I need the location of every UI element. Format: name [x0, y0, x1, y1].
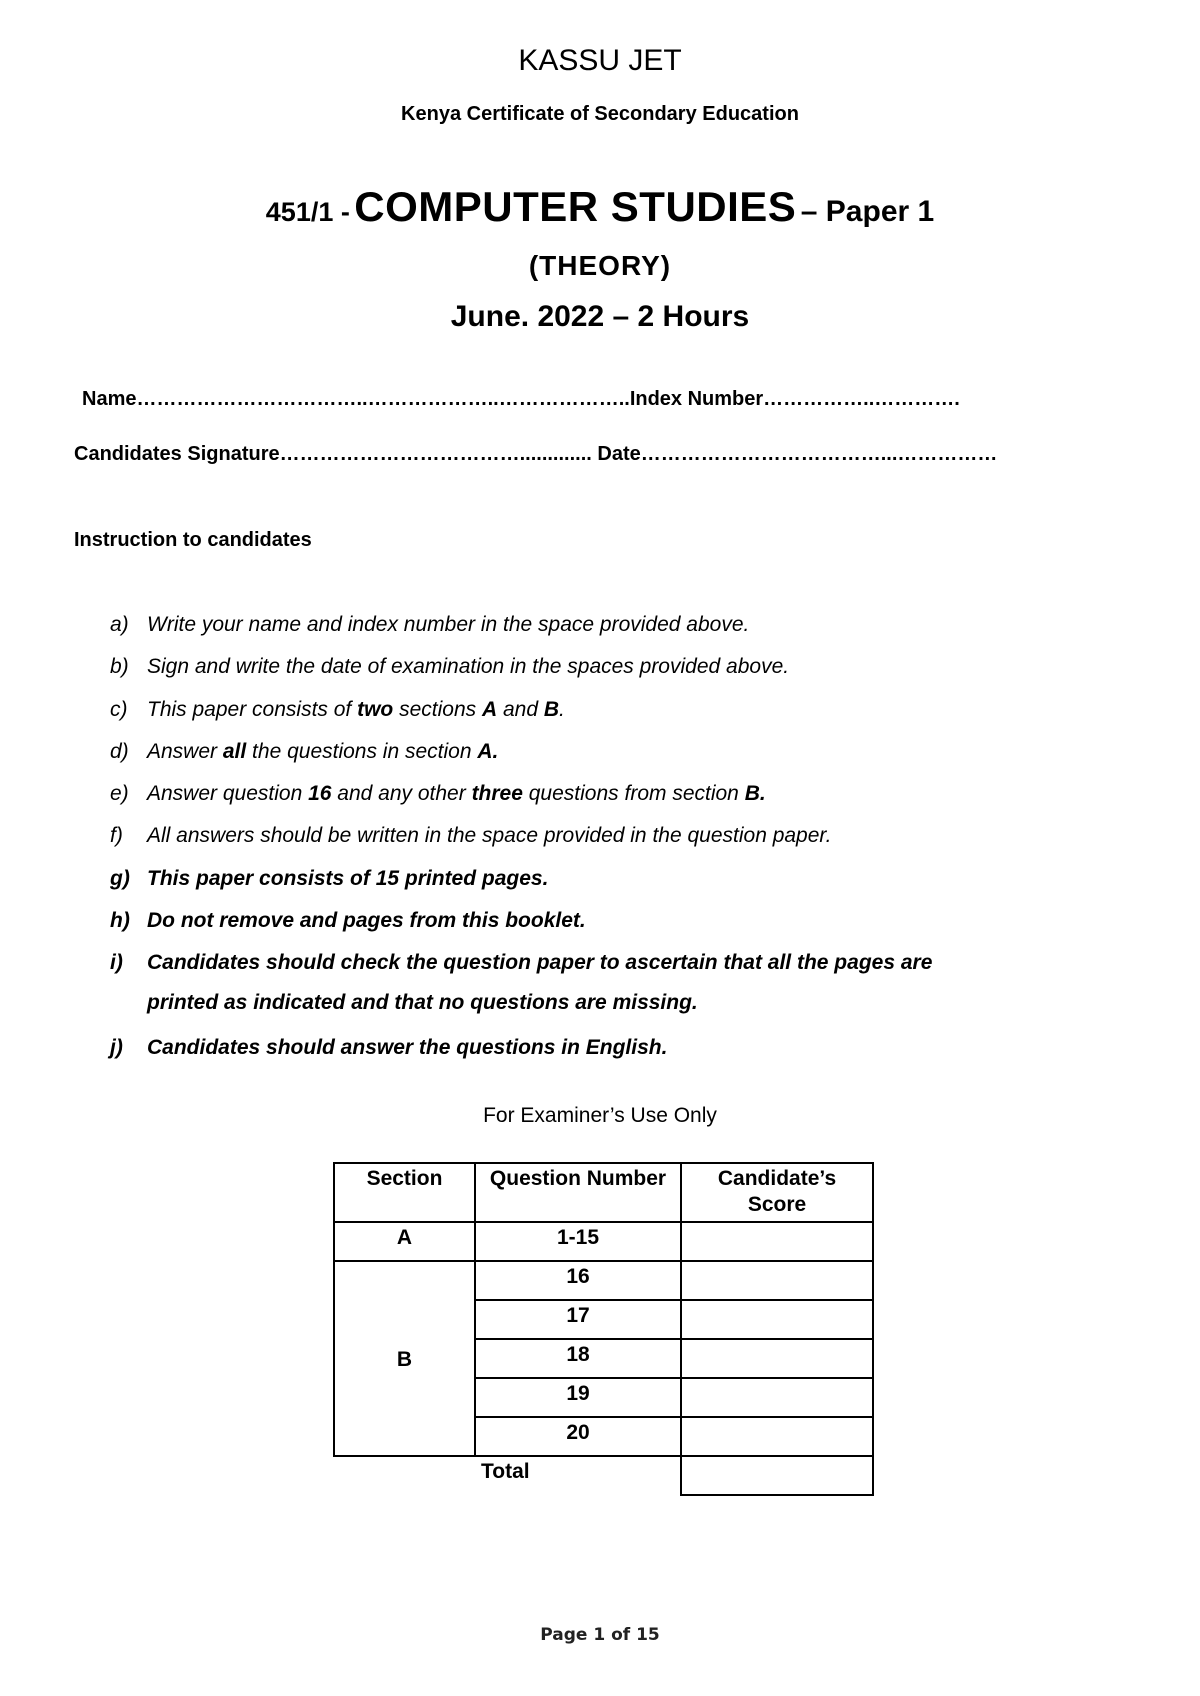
- question-cell: 19: [475, 1378, 681, 1417]
- score-cell[interactable]: [681, 1339, 873, 1378]
- instruction-item: [110, 948, 932, 1033]
- item-emphasis: all: [222, 739, 247, 763]
- score-cell[interactable]: [681, 1222, 873, 1261]
- item-emphasis: 16: [308, 782, 332, 806]
- item-text: and any other: [331, 782, 472, 806]
- paper-title: [0, 183, 1200, 231]
- item-marker: c): [110, 697, 128, 721]
- item-marker: j): [110, 1035, 123, 1059]
- instruction-item: [110, 737, 932, 779]
- instruction-item: [110, 906, 932, 948]
- item-text: Answer: [147, 739, 223, 763]
- empty-cell: [334, 1456, 475, 1495]
- score-cell[interactable]: [681, 1378, 873, 1417]
- exam-session: June. 2022 – 2 Hours: [450, 300, 750, 333]
- item-marker: e): [110, 782, 129, 806]
- item-text: and: [497, 697, 544, 721]
- examiner-use-title: For Examiner’s Use Only: [483, 1104, 717, 1127]
- item-marker: a): [110, 613, 129, 636]
- instructions-list: [110, 610, 932, 1075]
- item-marker: f): [110, 824, 123, 848]
- item-emphasis: two: [357, 697, 394, 721]
- item-emphasis: A.: [477, 739, 499, 763]
- question-cell: 18: [475, 1339, 681, 1378]
- item-emphasis: A: [481, 697, 498, 721]
- item-text: the questions in section: [246, 739, 478, 763]
- item-text: Candidates should answer the questions in English.: [147, 1035, 668, 1059]
- item-marker: g): [110, 866, 130, 890]
- total-row: [334, 1456, 873, 1495]
- item-marker: i): [110, 951, 123, 975]
- paper-type: (THEORY): [528, 250, 672, 281]
- item-emphasis: B.: [744, 782, 766, 806]
- instruction-item: [110, 610, 932, 652]
- item-text: Sign and write the date of examination in the spaces provided above.: [147, 655, 790, 679]
- total-score-cell[interactable]: [681, 1456, 873, 1495]
- item-text: .: [559, 697, 565, 721]
- item-text: This paper consists of 15 printed pages.: [147, 866, 549, 890]
- examiner-score-table: [333, 1162, 874, 1496]
- question-cell: 20: [475, 1417, 681, 1456]
- instruction-item: [110, 695, 932, 737]
- table-row: [334, 1222, 873, 1261]
- subject-name: COMPUTER STUDIES: [354, 183, 797, 230]
- instruction-item: [110, 779, 932, 821]
- section-b-cell: B: [334, 1261, 475, 1456]
- item-text-continued: printed as indicated and that no questions are missing.: [147, 991, 698, 1015]
- total-label: Total: [475, 1456, 681, 1495]
- header-candidate-score: Candidate’s Score: [681, 1163, 873, 1222]
- question-cell: 16: [475, 1261, 681, 1300]
- table-row: [334, 1261, 873, 1300]
- question-cell: 1-15: [475, 1222, 681, 1261]
- exam-body: Kenya Certificate of Secondary Education: [401, 103, 799, 125]
- item-emphasis: three: [471, 782, 523, 806]
- item-marker: d): [110, 739, 129, 763]
- school-name: KASSU JET: [518, 44, 682, 77]
- question-cell: 17: [475, 1300, 681, 1339]
- paper-code: 451/1 -: [265, 197, 350, 227]
- item-text: This paper consists of: [147, 697, 358, 721]
- item-text: Do not remove and pages from this booklet.: [147, 909, 586, 933]
- item-text: Candidates should check the question paper to ascertain that all the pages are: [147, 951, 933, 975]
- table-header-row: [334, 1163, 873, 1222]
- score-cell[interactable]: [681, 1300, 873, 1339]
- header-section: Section: [334, 1163, 475, 1222]
- page-number: Page 1 of 15: [540, 1625, 660, 1645]
- item-emphasis: B: [543, 697, 560, 721]
- signature-date-field[interactable]: Candidates Signature………………………………............. Date………………………………...……………: [74, 443, 998, 465]
- score-cell[interactable]: [681, 1261, 873, 1300]
- name-index-field[interactable]: Name……………………………..………………..………………..Index Number……………..………….: [82, 388, 960, 410]
- item-text: questions from section: [522, 782, 745, 806]
- item-marker: b): [110, 655, 129, 679]
- item-text: Answer question: [147, 782, 309, 806]
- item-text: Write your name and index number in the space provided above.: [147, 613, 750, 636]
- item-marker: h): [110, 909, 130, 933]
- header-question-number: Question Number: [475, 1163, 681, 1222]
- instruction-item: [110, 1033, 932, 1075]
- instructions-heading: Instruction to candidates: [74, 529, 312, 551]
- instruction-item: [110, 821, 932, 863]
- item-text: All answers should be written in the space provided in the question paper.: [147, 824, 832, 848]
- instruction-item: [110, 652, 932, 694]
- item-text: sections: [393, 697, 482, 721]
- section-a-cell: A: [334, 1222, 475, 1261]
- instruction-item: [110, 864, 932, 906]
- paper-number: – Paper 1: [800, 195, 935, 228]
- score-cell[interactable]: [681, 1417, 873, 1456]
